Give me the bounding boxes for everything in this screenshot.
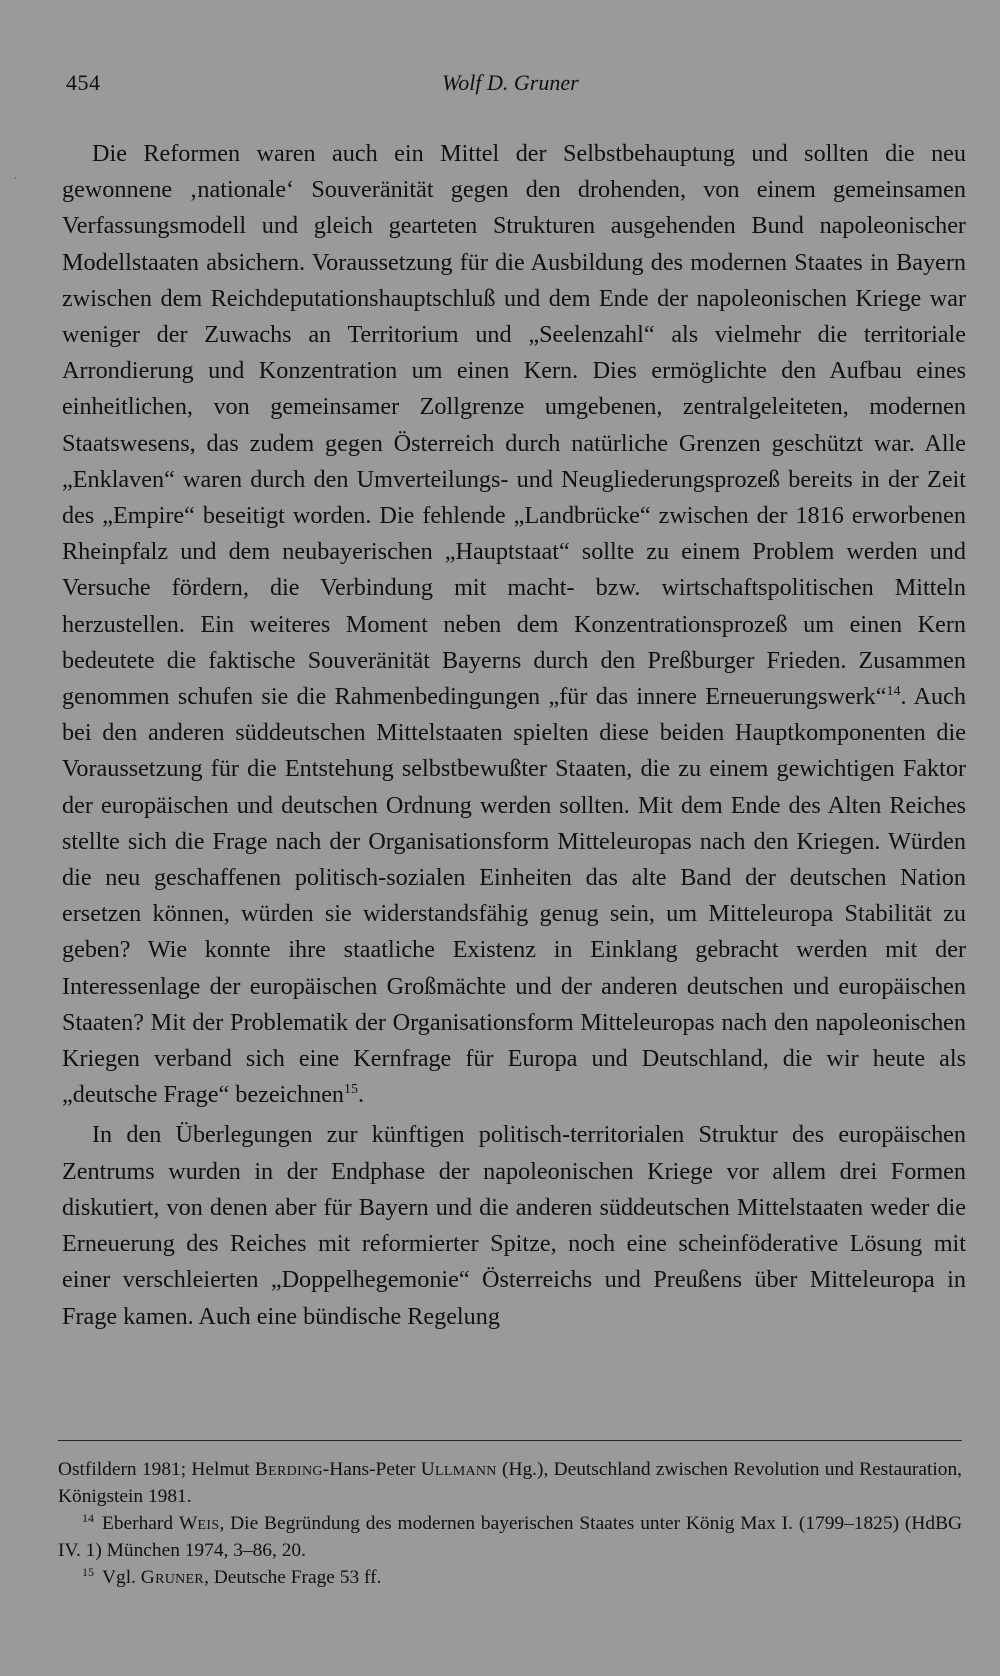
footnote-number: 14 [82,1511,94,1525]
footnote-separator-rule [58,1440,962,1441]
footnote-15 [58,1564,962,1591]
footnote-text: Eberhard [102,1513,179,1534]
running-head-author: Wolf D. Gruner [442,70,579,95]
footnote-text: , Deutsche Frage 53 ff. [204,1567,382,1588]
paragraph-2: In den Überlegungen zur künftigen politisch-territorialen Struktur des europäischen Zentrums wurden in der Endphase der napoleonischen Kriege vor allem drei Formen diskutiert, von denen aber für Bayern und die anderen süddeutschen Mittelstaaten weder die Erneuerung des Reiches mit reformierter Spitze, noch eine scheinföderative Lösung mit einer verschleierten „Doppelhegemonie“ Österreichs und Preußens über Mitteleuropa in Frage kamen. Auch eine bündische Regelung [62,1121,966,1330]
footnote-text: -Hans-Peter [322,1459,421,1480]
footnote-number: 15 [82,1565,94,1579]
paragraph-1 [62,136,966,1113]
footnote-text: , Die Begründung des modernen bayerischen Staates unter König Max I. (1799–1825) (HdBG IV. 1) München 1974, 3–86, 20. [58,1513,963,1561]
footnote-ref-15: 15 [344,1082,359,1098]
page-number: 454 [66,70,101,95]
page-header [62,66,966,102]
main-text [62,136,966,1335]
stray-mark: ` [14,177,18,188]
footnote-continuation [58,1456,962,1510]
footnote-text: Ostfildern 1981; Helmut [58,1459,255,1480]
paragraph-1-text-b: . Auch bei den anderen süddeutschen Mittelstaaten spielten diese beiden Hauptkomponenten die Voraussetzung für die Entstehung selbstbewußter Staaten, die zu einem gewichtigen Faktor der europäischen und deutschen Ordnung werden sollten. Mit dem Ende des Alten Reiches stellte sich die Frage nach der Organisationsform Mitteleuropas nach den Kriegen. Würden die neu geschaffenen politisch-sozialen Einheiten das alte Band der deutschen Nation ersetzen können, würden sie widerstandsfähig genug sein, um Mitteleuropa Stabilität zu geben? Wie konnte ihre staatliche Existenz in Einklang gebracht werden mit der Interessenlage der europäischen Großmächte und der anderen deutschen und europäischen Staaten? Mit der Problematik der Organisationsform Mitteleuropas nach den napoleonischen Kriegen verband sich eine Kernfrage für Europa und Deutschland, die wir heute als „deutsche Frage“ bezeichnen [62,683,966,1109]
author-name: Ullmann [420,1459,497,1480]
author-name: Gruner [140,1567,205,1588]
footnote-ref-14: 14 [886,684,901,700]
author-name: Berding [254,1459,323,1480]
footnotes [58,1456,962,1591]
footnote-14 [58,1510,962,1564]
footnote-text: (Hg.), Deutschland zwischen Revolution und Restauration, Königstein 1981. [58,1459,962,1507]
footnote-text: Vgl. [102,1567,141,1588]
paragraph-1-text-a: Die Reformen waren auch ein Mittel der Selbstbehauptung und sollten die neu gewonnene ‚nationale‘ Souveränität gegen den drohenden, von einem gemeinsamen Verfassungsmodell und gleich gearteten Strukturen ausgehenden Bund napoleonischer Modellstaaten absichern. Voraussetzung für die Ausbildung des modernen Staates in Bayern zwischen dem Reichdeputationshauptschluß und dem Ende der napoleonischen Kriege war weniger der Zuwachs an Territorium und „Seelenzahl“ als vielmehr die territoriale Arrondierung und Konzentration um einen Kern. Dies ermöglichte den Aufbau eines einheitlichen, von gemeinsamer Zollgrenze umgebenen, zentralgeleiteten, modernen Staatswesens, das zudem gegen Österreich durch natürliche Grenzen geschützt war. Alle „Enklaven“ waren durch den Umverteilungs- und Neugliederungsprozeß bereits in der Zeit des „Empire“ beseitigt worden. Die fehlende „Landbrücke“ zwischen der 1816 erworbenen Rheinpfalz und dem neubayerischen „Hauptstaat“ sollte zu einem Problem werden und Versuche fördern, die Verbindung mit macht- bzw. wirtschaftspolitischen Mitteln herzustellen. Ein weiteres Moment neben dem Konzentrationsprozeß um einen Kern bedeutete die faktische Souveränität Bayerns durch den Preßburger Frieden. Zusammen genommen schufen sie die Rahmenbedingungen „für das innere Erneuerungswerk“ [62,140,966,711]
paragraph-1-text-c: . [358,1081,365,1109]
author-name: Weis [178,1513,220,1534]
